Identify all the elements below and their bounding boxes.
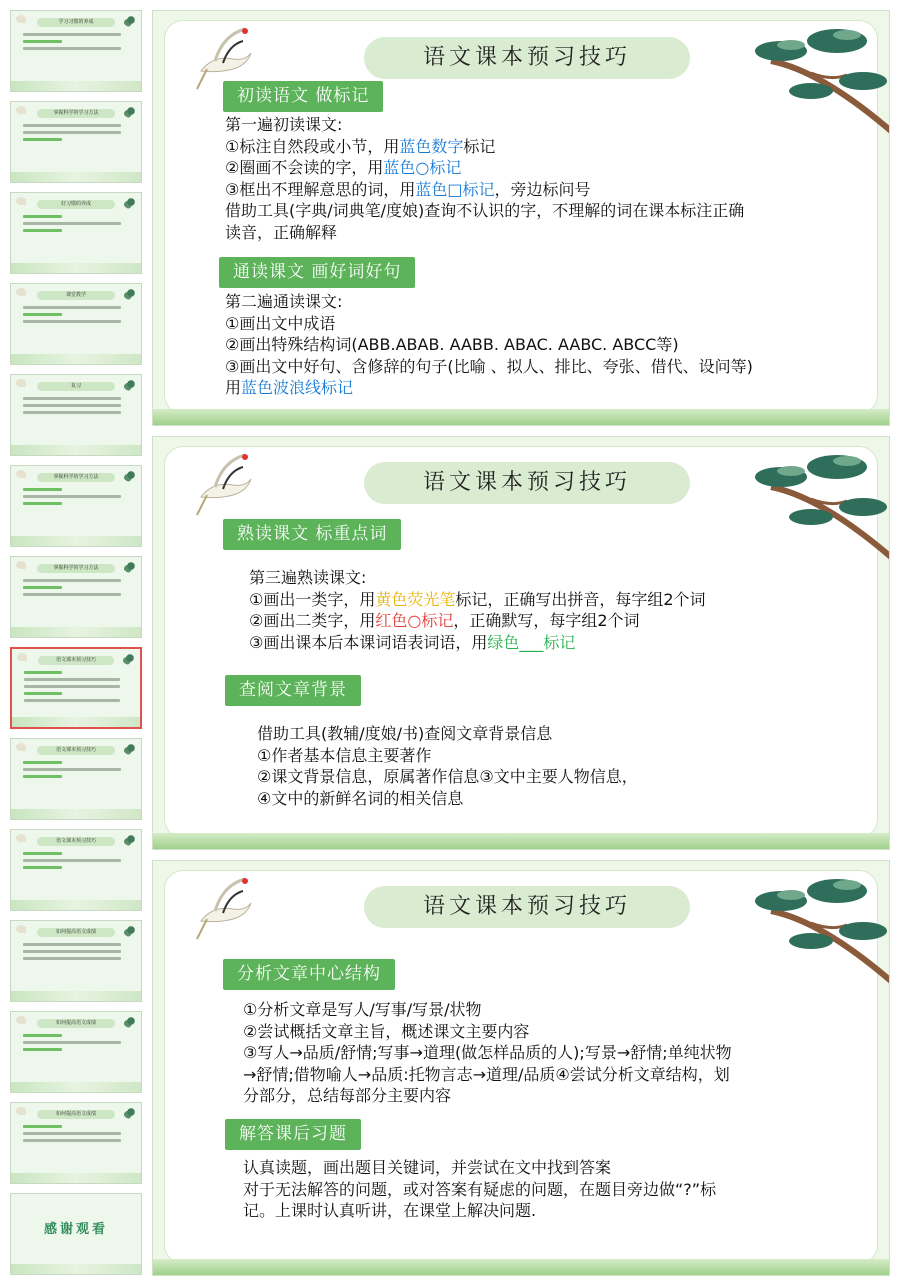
section-body-background xyxy=(257,723,638,809)
slide-thumbnail-12[interactable] xyxy=(10,1011,142,1093)
pine-branch-icon xyxy=(123,195,139,209)
text-line: 分部分，总结每部分主要内容 xyxy=(243,1086,452,1106)
section-label-reading-through: 通读课文 画好词好句 xyxy=(219,257,415,288)
section-body-exercises xyxy=(243,1157,716,1222)
slide-thumbnail-2[interactable] xyxy=(10,101,142,183)
section-label-first-reading: 初读语文 做标记 xyxy=(223,81,383,112)
text-line: 认真读题，画出题目关键词，并尝试在文中找到答案 xyxy=(243,1158,612,1177)
slide-thumbnail-14[interactable] xyxy=(10,1193,142,1275)
hills-decoration xyxy=(153,1259,889,1275)
thumbnail-title: 语文课本预习技巧 xyxy=(38,656,114,665)
slide-thumbnail-4[interactable] xyxy=(10,283,142,365)
pine-branch-icon xyxy=(123,13,139,27)
text-line: ②圈画不会读的字，用蓝色○标记 xyxy=(225,158,462,178)
pine-branch-icon xyxy=(751,871,890,1001)
thumbnail-title: 学习习惯的养成 xyxy=(37,18,115,27)
crane-icon xyxy=(16,379,26,387)
highlight-blue: 蓝色○标记 xyxy=(383,158,462,178)
highlight-blue: 蓝色数字 xyxy=(399,136,464,156)
text-line: 第三遍熟读课文: xyxy=(249,568,367,587)
text-line: ①画出文中成语 xyxy=(225,313,336,333)
highlight-red: 红色○标记 xyxy=(375,611,454,631)
text-line: ③框出不理解意思的词，用蓝色□标记，旁边标问号 xyxy=(225,179,591,199)
crane-icon xyxy=(16,288,26,296)
slide-thumbnail-3[interactable] xyxy=(10,192,142,274)
pine-branch-icon xyxy=(751,447,890,577)
pine-branch-icon xyxy=(123,104,139,118)
thumbnail-title: 语文课本预习技巧 xyxy=(37,837,115,846)
slide-thumbnail-1[interactable] xyxy=(10,10,142,92)
crane-icon xyxy=(17,653,27,661)
text-line: ③画出课本后本课词语表词语，用绿色___标记 xyxy=(249,632,576,652)
slide-thumbnail-7[interactable] xyxy=(10,556,142,638)
highlight-green: 绿色___标记 xyxy=(487,632,576,652)
slide-thumbnail-6[interactable] xyxy=(10,465,142,547)
thumbnail-title: 掌握科学的学习方法 xyxy=(37,473,115,482)
slide-thumbnail-5[interactable] xyxy=(10,374,142,456)
text-line: 借助工具(教辅/度娘/书)查阅文章背景信息 xyxy=(257,724,553,743)
pine-branch-icon xyxy=(123,1014,139,1028)
slide-thumbnail-9[interactable] xyxy=(10,738,142,820)
crane-icon xyxy=(16,106,26,114)
slide-preview-1[interactable] xyxy=(152,10,890,426)
crane-icon xyxy=(193,451,259,517)
text-line: 借助工具(字典/词典笔/度娘)查询不认识的字，不理解的词在课本标注正确 xyxy=(225,201,745,221)
thumbnail-title: 好习惯的养成 xyxy=(37,200,115,209)
pine-branch-icon xyxy=(123,741,139,755)
crane-icon xyxy=(16,561,26,569)
text-line: ②画出二类字，用红色○标记，正确默写，每字组2个词 xyxy=(249,611,640,631)
section-label-background: 查阅文章背景 xyxy=(225,675,361,706)
text-line: ④文中的新鲜名词的相关信息 xyxy=(257,788,464,808)
slide-thumbnail-10[interactable] xyxy=(10,829,142,911)
text-line: 对于无法解答的问题，或对答案有疑虑的问题，在题目旁边做“?”标 xyxy=(243,1179,717,1199)
crane-icon xyxy=(16,1016,26,1024)
section-label-exercises: 解答课后习题 xyxy=(225,1119,361,1150)
slide-title: 语文课本预习技巧 xyxy=(364,37,690,79)
text-line: ②尝试概括文章主旨，概述课文主要内容 xyxy=(243,1021,530,1041)
pine-branch-icon xyxy=(123,377,139,391)
slide-thumbnail-13[interactable] xyxy=(10,1102,142,1184)
thumbnail-title: 掌握科学的学习方法 xyxy=(37,564,115,573)
pine-branch-icon xyxy=(122,651,138,665)
slide-thumbnail-8[interactable] xyxy=(10,647,142,729)
text-line: 读音，正确解释 xyxy=(225,222,338,242)
pine-branch-icon xyxy=(123,1105,139,1119)
text-line: 记。上课时认真听讲，在课堂上解决问题. xyxy=(243,1201,537,1221)
crane-icon xyxy=(16,834,26,842)
section-label-close-reading: 熟读课文 标重点词 xyxy=(223,519,401,550)
pine-branch-icon xyxy=(123,559,139,573)
hills-decoration xyxy=(153,409,889,425)
highlight-yellow: 黄色荧光笔 xyxy=(375,589,456,609)
thumbnail-title: 课堂教学 xyxy=(37,291,115,300)
text-line: ②画出特殊结构词(ABB.ABAB. AABB. ABAC. AABC. ABCC等) xyxy=(225,335,679,355)
text-line: ③写人→品质/舒情;写事→道理(做怎样品质的人);写景→舒情;单纯状物 xyxy=(243,1043,732,1063)
thumbnail-title: 掌握科学的学习方法 xyxy=(37,109,115,118)
pine-branch-icon xyxy=(751,21,890,151)
text-line: ②课文背景信息，原属著作信息③文中主要人物信息， xyxy=(257,767,638,787)
thumbnail-title: 如何提高语文成绩 xyxy=(37,928,115,937)
slide-preview-2[interactable] xyxy=(152,436,890,850)
crane-icon xyxy=(16,925,26,933)
section-body-structure xyxy=(243,999,732,1107)
slide-thumbnail-panel xyxy=(0,0,148,1286)
crane-icon xyxy=(16,197,26,205)
text-line: 用蓝色波浪线标记 xyxy=(225,378,354,398)
crane-icon xyxy=(16,1107,26,1115)
text-line: ①分析文章是写人/写事/写景/状物 xyxy=(243,1000,482,1019)
slide-title: 语文课本预习技巧 xyxy=(364,886,690,928)
section-body-reading-through xyxy=(225,291,753,399)
section-label-structure: 分析文章中心结构 xyxy=(223,959,395,990)
pine-branch-icon xyxy=(123,923,139,937)
thumbnail-title: 感谢观看 xyxy=(43,1222,108,1237)
text-line: ①标注自然段或小节，用蓝色数字标记 xyxy=(225,136,496,156)
crane-icon xyxy=(16,15,26,23)
text-line: 第一遍初读课文: xyxy=(225,115,343,134)
thumbnail-title: 复习 xyxy=(37,382,115,391)
pine-branch-icon xyxy=(123,468,139,482)
text-line: →舒情;借物喻人→品质:托物言志→道理/品质④尝试分析文章结构，划 xyxy=(243,1064,730,1084)
slide-thumbnail-11[interactable] xyxy=(10,920,142,1002)
hills-decoration xyxy=(153,833,889,849)
crane-icon xyxy=(16,743,26,751)
crane-icon xyxy=(193,875,259,941)
thumbnail-title: 如何提高语文成绩 xyxy=(37,1110,115,1119)
text-line: ①画出一类字，用黄色荧光笔标记，正确写出拼音，每字组2个词 xyxy=(249,589,706,609)
text-line: ①作者基本信息主要著作 xyxy=(257,745,432,765)
pine-branch-icon xyxy=(123,286,139,300)
crane-icon xyxy=(16,470,26,478)
section-body-close-reading xyxy=(249,567,706,653)
text-line: 第二遍通读课文: xyxy=(225,292,343,311)
slide-title: 语文课本预习技巧 xyxy=(364,462,690,504)
section-body-first-reading xyxy=(225,114,744,244)
thumbnail-title: 语文课本预习技巧 xyxy=(37,746,115,755)
thumbnail-title: 如何提高语文成绩 xyxy=(37,1019,115,1028)
text-line: ③画出文中好句、含修辞的句子(比喻 、拟人、排比、夸张、借代、设问等) xyxy=(225,356,753,376)
slide-preview-3[interactable] xyxy=(152,860,890,1276)
pine-branch-icon xyxy=(123,832,139,846)
highlight-blue: 蓝色□标记 xyxy=(415,179,495,199)
highlight-blue: 蓝色波浪线标记 xyxy=(241,378,354,398)
